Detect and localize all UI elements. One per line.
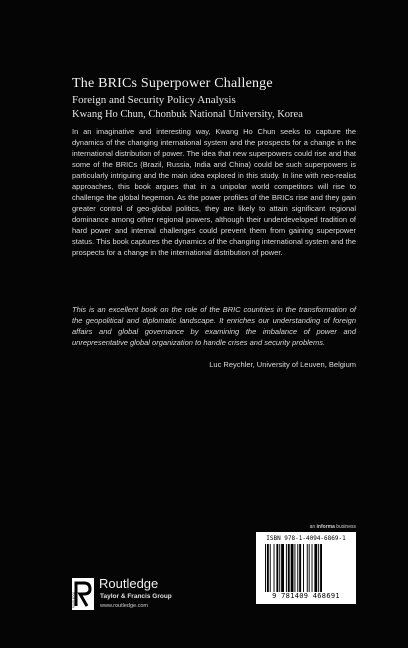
- barcode-bars: [264, 544, 350, 592]
- book-author: Kwang Ho Chun, Chonbuk National University, Korea: [72, 109, 303, 120]
- isbn-label: ISBN 978-1-4094-6869-1: [266, 535, 346, 542]
- informa-prefix: an: [309, 524, 317, 530]
- publisher-group: Taylor & Francis Group: [100, 593, 172, 600]
- barcode-bar: [281, 544, 284, 592]
- barcode-bar: [297, 544, 298, 592]
- barcode-bar: [267, 544, 269, 592]
- barcode-bar: [288, 544, 290, 592]
- isbn-digits: 9 781409 468691: [272, 592, 340, 600]
- barcode-bar: [309, 544, 310, 592]
- informa-brand: informa: [316, 524, 335, 530]
- book-title: The BRICs Superpower Challenge: [72, 76, 273, 91]
- isbn-barcode: [256, 532, 356, 604]
- publisher-logo: [72, 576, 232, 616]
- barcode-bar: [303, 544, 304, 592]
- barcode-bar: [286, 544, 287, 592]
- logo-spine-text: ROUTLEDGE: [72, 591, 76, 608]
- publisher-name: Routledge: [99, 576, 159, 591]
- barcode-bar: [294, 544, 295, 592]
- blurb-paragraph: In an imaginative and interesting way, Kwang Ho Chun seeks to capture the dynamics of the changing international system and the prospects for a change in the international distribution of power. The idea that new superpowers could rise and that some of the BRICs (Brazil, Russia, India and China) could be such superpowers is particularly intriguing and the main idea explored in this study. In line with neo-realist approaches, this book argues that in a unipolar world competitors will rise to challenge the global hegemon. As the power profiles of the BRICs rise and they gain greater control of geo-global politics, they are likely to attain significant regional dominance among other regional powers, although their underdeveloped tradition of hard power and internal challenges could prevent them from gaining superpower status. This book captures the dynamics of the changing international system and the prospects for a change in the international distribution of power.: [72, 127, 356, 257]
- barcode-bar: [291, 544, 294, 592]
- review-quote: This is an excellent book on the role of the BRIC countries in the transformation of the geopolitical and diplomatic landscape. It enriches our understanding of foreign affairs and global governance by examining the imbalance of power and unrepresentative global organization to handle crises and security problems.: [72, 305, 356, 347]
- barcode-bar: [318, 544, 319, 592]
- barcode-bar: [279, 544, 280, 592]
- barcode-bar: [312, 544, 313, 592]
- barcode-bar: [314, 544, 317, 592]
- barcode-bar: [320, 544, 322, 592]
- barcode-bar: [276, 544, 278, 592]
- book-subtitle: Foreign and Security Policy Analysis: [72, 94, 236, 106]
- routledge-logo-icon: [72, 578, 94, 610]
- barcode-bar: [270, 544, 271, 592]
- publisher-url: www.routledge.com: [100, 603, 148, 609]
- barcode-bar: [307, 544, 308, 592]
- reviewer-attribution: Luc Reychler, University of Leuven, Belgium: [209, 360, 356, 369]
- barcode-bar: [265, 544, 266, 592]
- barcode-bar: [274, 544, 275, 592]
- informa-suffix: business: [334, 524, 356, 530]
- informa-business-tag: [250, 524, 356, 530]
- barcode-bar: [299, 544, 301, 592]
